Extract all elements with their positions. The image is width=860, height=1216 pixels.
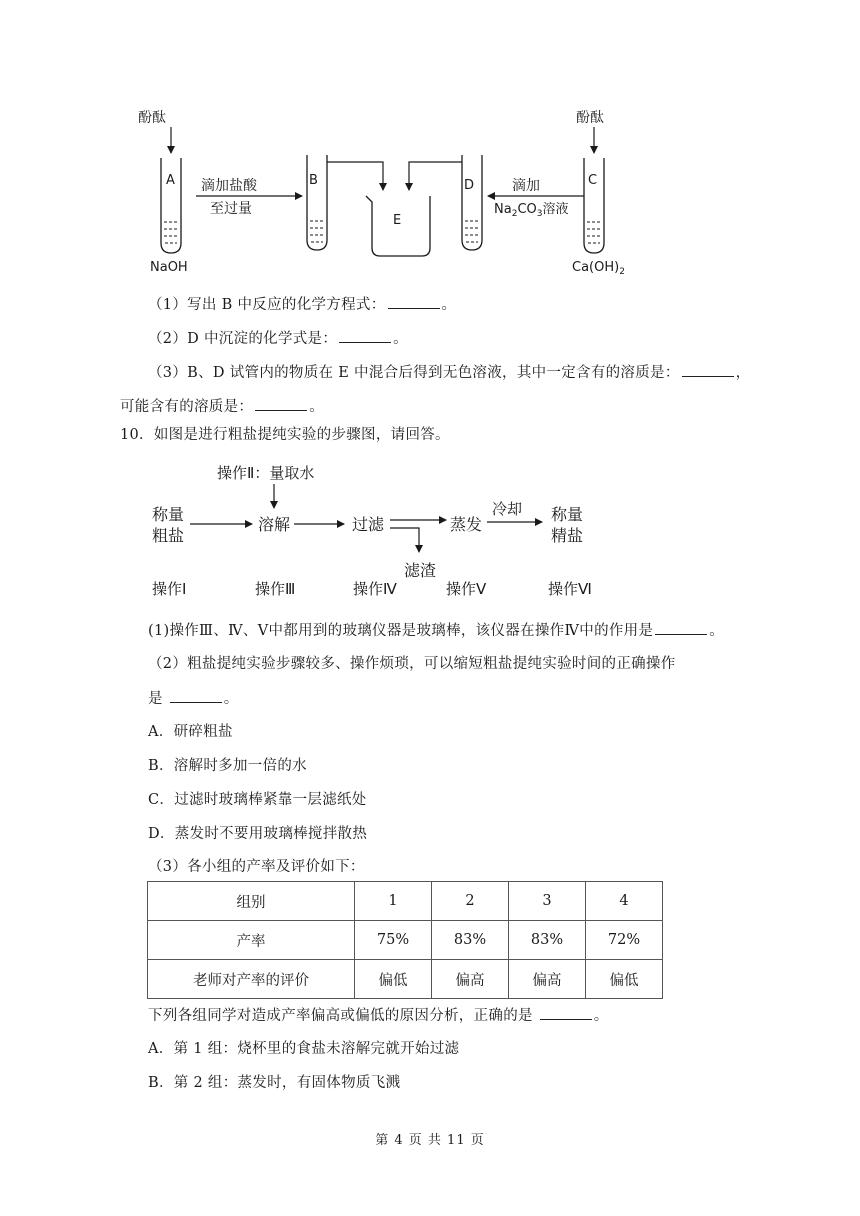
- tube-c-label: C: [588, 173, 598, 188]
- table-row: 产率 75% 83% 83% 72%: [148, 921, 663, 960]
- op6-label: 操作Ⅵ: [548, 580, 592, 598]
- option-d: D．蒸发时不要用玻璃棒搅拌散热: [148, 826, 368, 842]
- dissolve-label: 溶解: [258, 515, 291, 534]
- option-b: B．溶解时多加一倍的水: [148, 758, 307, 774]
- salt-purification-flow: [0, 450, 860, 610]
- q9-part3-cont: 可能含有的溶质是： 。: [120, 396, 324, 417]
- option-c: C．过滤时玻璃棒紧靠一层滤纸处: [148, 792, 367, 808]
- q10-part3: （3）各小组的产率及评价如下：: [148, 859, 365, 875]
- refined-salt-label: 精盐: [551, 526, 584, 545]
- test-tube-b: [307, 155, 327, 250]
- table-row: 组别 1 2 3 4: [148, 882, 663, 921]
- crude-salt-label: 粗盐: [152, 526, 185, 545]
- tube-b-label: B: [309, 173, 318, 188]
- q10-stem: 10．如图是进行粗盐提纯实验的步骤图，请回答。: [120, 427, 450, 443]
- op1-label: 操作Ⅰ: [152, 580, 187, 598]
- q10-part2: （2）粗盐提纯实验步骤较多、操作烦琐，可以缩短粗盐提纯实验时间的正确操作: [148, 656, 676, 672]
- option-a2: A．第 1 组：烧杯里的食盐未溶解完就开始过滤: [148, 1041, 460, 1057]
- answer-blank[interactable]: [682, 362, 734, 377]
- cool-label: 冷却: [492, 500, 523, 518]
- tube-a-label: A: [166, 173, 175, 188]
- evaporate-label: 蒸发: [450, 515, 483, 534]
- add-na2co3-label-2: $Na_2CO_3$溶液: [494, 202, 569, 219]
- filter-label: 过滤: [352, 515, 385, 534]
- op2-water-label: 操作Ⅱ：量取水: [217, 464, 315, 482]
- answer-blank[interactable]: [170, 688, 222, 703]
- option-b2: B．第 2 组：蒸发时，有固体物质飞溅: [148, 1075, 401, 1091]
- op5-label: 操作Ⅴ: [446, 580, 487, 598]
- q10-part4: 下列各组同学对造成产率偏高或偏低的原因分析，正确的是 。: [148, 1005, 609, 1026]
- op4-label: 操作Ⅳ: [353, 580, 397, 598]
- q10-part2-cont: 是 。: [148, 688, 239, 709]
- add-na2co3-label-1: 滴加: [512, 178, 540, 194]
- naoh-label: NaOH: [150, 260, 188, 275]
- weigh-label-2: 称量: [551, 505, 584, 524]
- answer-blank[interactable]: [255, 396, 307, 411]
- weigh-label-1: 称量: [152, 505, 185, 524]
- reaction-diagram: [0, 0, 860, 290]
- option-a: A．研碎粗盐: [148, 724, 233, 740]
- answer-blank[interactable]: [339, 328, 391, 343]
- yield-table: [147, 881, 663, 999]
- phenolphthalein-label-right: 酚酞: [576, 110, 604, 126]
- answer-blank[interactable]: [655, 620, 707, 635]
- q10-part1: (1)操作Ⅲ、Ⅳ、Ⅴ中都用到的玻璃仪器是玻璃棒，该仪器在操作Ⅳ中的作用是 。: [148, 620, 724, 641]
- answer-blank[interactable]: [540, 1005, 592, 1020]
- page-footer: 第 4 页 共 11 页: [375, 1133, 485, 1148]
- add-hcl-label-2: 至过量: [210, 201, 252, 217]
- q9-part1: （1）写出 B 中反应的化学方程式： 。: [148, 294, 456, 315]
- add-hcl-label-1: 滴加盐酸: [201, 178, 257, 194]
- residue-label: 滤渣: [404, 561, 437, 580]
- test-tube-d: [462, 155, 482, 250]
- beaker-e-label: E: [393, 213, 402, 228]
- tube-d-label: D: [464, 178, 475, 193]
- q9-part3: （3）B、D 试管内的物质在 E 中混合后得到无色溶液，其中一定含有的溶质是： ，: [148, 362, 750, 383]
- caoh2-label: $Ca(OH)_2$: [572, 260, 625, 277]
- answer-blank[interactable]: [388, 294, 440, 309]
- phenolphthalein-label-left: 酚酞: [138, 110, 166, 126]
- op3-label: 操作Ⅲ: [255, 580, 296, 598]
- table-row: 老师对产率的评价 偏低 偏高 偏高 偏低: [148, 960, 663, 999]
- q9-part2: （2）D 中沉淀的化学式是： 。: [148, 328, 408, 349]
